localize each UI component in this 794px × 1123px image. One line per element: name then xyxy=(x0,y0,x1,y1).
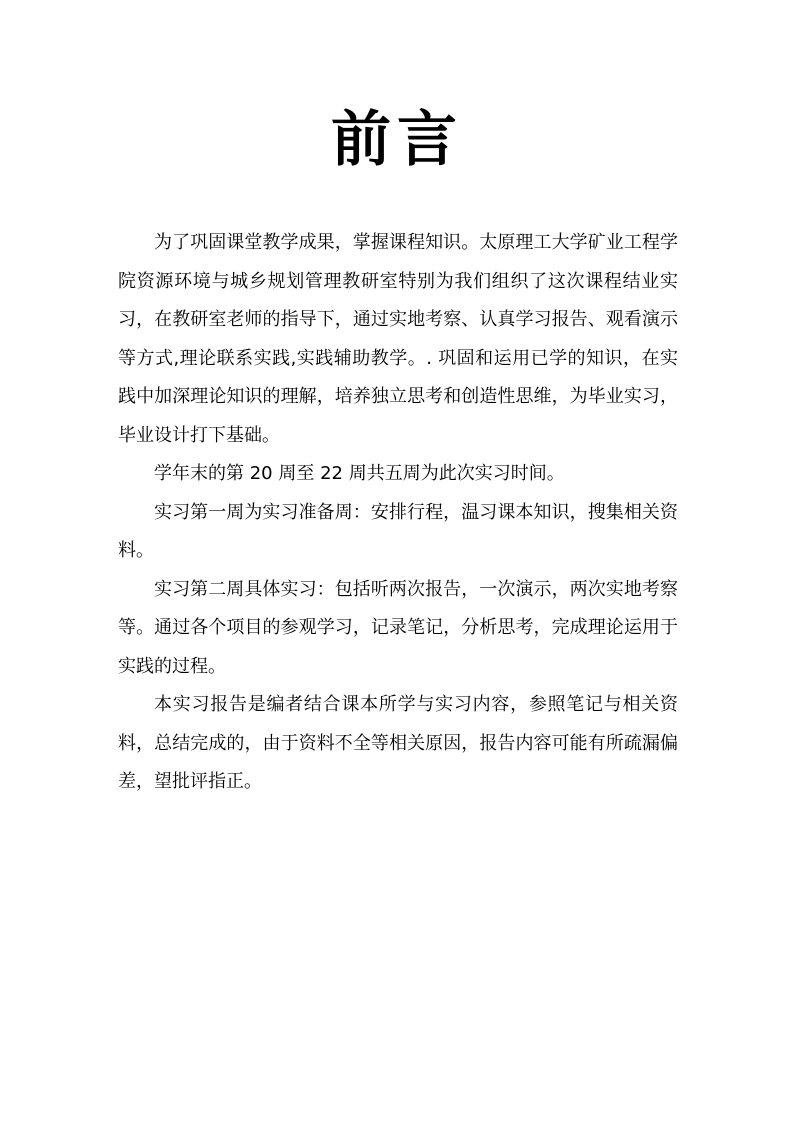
paragraph-week-one: 实习第一周为实习准备周：安排行程，温习课本知识，搜集相关资料。 xyxy=(118,501,678,561)
paragraph-purpose: 为了巩固课堂教学成果，掌握课程知识。太原理工大学矿业工程学院资源环境与城乡规划管理教研室特别为我们组织了这次课程结业实习，在教研室老师的指导下，通过实地考察、认真学习报告、观看演示等方式,理论联系实践,实践辅助教学。. 巩固和运用已学的知识，在实践中加深理论知识的理解，培养独立思考和创造性思维，为毕业实习，毕业设计打下基础。 xyxy=(118,232,678,446)
paragraph-week-two: 实习第二周具体实习：包括听两次报告，一次演示，两次实地考察等。通过各个项目的参观学习，记录笔记，分析思考，完成理论运用于实践的过程。 xyxy=(118,578,678,677)
paragraph-schedule: 学年末的第 20 周至 22 周共五周为此次实习时间。 xyxy=(154,463,565,484)
paragraph-closing: 本实习报告是编者结合课本所学与实习内容，参照笔记与相关资料，总结完成的，由于资料不全等相关原因，报告内容可能有所疏漏偏差，望批评指正。 xyxy=(118,694,678,792)
body-text xyxy=(118,224,678,802)
page-title: 前言 xyxy=(331,105,463,175)
